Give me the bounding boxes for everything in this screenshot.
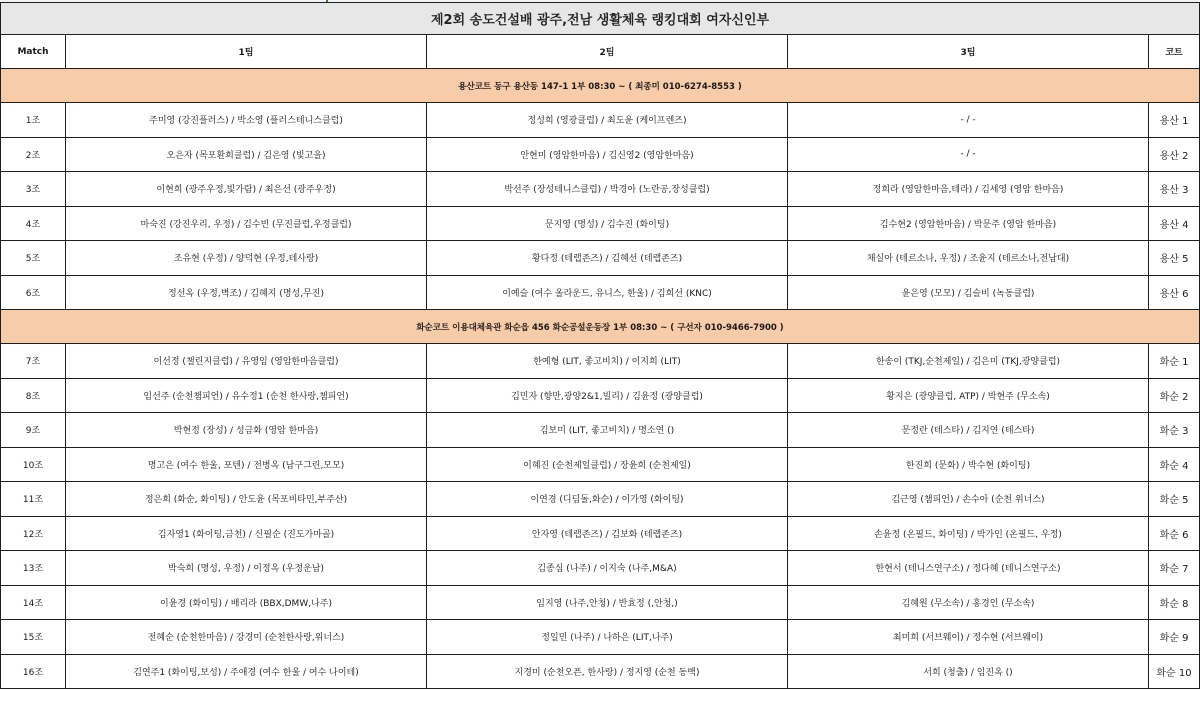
- team3-cell: 한진희 (문화) / 박수현 (화이팅): [788, 447, 1149, 482]
- court-cell: 화순 7: [1149, 551, 1200, 586]
- match-number-cell: 10조: [1, 447, 66, 482]
- header-team2: 2팀: [427, 35, 788, 69]
- table-row: [1, 620, 1200, 655]
- court-cell: 용산 5: [1149, 241, 1200, 276]
- team3-cell: 윤은영 (모모) / 김슬비 (녹동클럽): [788, 275, 1149, 310]
- team3-cell: 한현서 (테니스연구소) / 정다혜 (테니스연구소): [788, 551, 1149, 586]
- court-cell: 용산 3: [1149, 172, 1200, 207]
- match-number-cell: 9조: [1, 413, 66, 448]
- team3-cell: 황지은 (광양클럽, ATP) / 박현주 (무소속): [788, 378, 1149, 413]
- table-row: [1, 516, 1200, 551]
- match-number-cell: 8조: [1, 378, 66, 413]
- table-row: [1, 241, 1200, 276]
- match-number-cell: 13조: [1, 551, 66, 586]
- team3-cell: 서희 (청출) / 임진옥 (): [788, 654, 1149, 689]
- team3-cell: 김수현2 (영암한마음) / 박문주 (영암 한마음): [788, 206, 1149, 241]
- team2-cell: 안현미 (영암한마음) / 김신영2 (영암한마음): [427, 137, 788, 172]
- court-cell: 화순 8: [1149, 585, 1200, 620]
- team3-cell: - / -: [788, 103, 1149, 138]
- team2-cell: 한예형 (LIT, 좋고비치) / 이지희 (LIT): [427, 344, 788, 379]
- team1-cell: 주미영 (강진플러스) / 박소영 (플러스테니스클럽): [66, 103, 427, 138]
- section-row: [1, 310, 1200, 344]
- table-row: [1, 654, 1200, 689]
- header-row: [1, 35, 1200, 69]
- team3-cell: 김혜원 (무소속) / 홍경인 (무소속): [788, 585, 1149, 620]
- team3-cell: 한송이 (TKJ,순천제일) / 김은미 (TKJ,광양클럽): [788, 344, 1149, 379]
- page-title: 제2회 송도건설배 광주,전남 생활체육 랭킹대회 여자신인부: [1, 3, 1200, 35]
- match-number-cell: 12조: [1, 516, 66, 551]
- court-cell: 용산 2: [1149, 137, 1200, 172]
- team1-cell: 이윤경 (화이팅) / 배리라 (BBX,DMW,나주): [66, 585, 427, 620]
- match-number-cell: 14조: [1, 585, 66, 620]
- court-cell: 용산 4: [1149, 206, 1200, 241]
- table-row: [1, 585, 1200, 620]
- team2-cell: 정일민 (나주) / 나하은 (LIT,나주): [427, 620, 788, 655]
- table-row: [1, 206, 1200, 241]
- table-row: [1, 551, 1200, 586]
- table-row: [1, 413, 1200, 448]
- team1-cell: 박숙희 (명성, 우정) / 이정옥 (우정운남): [66, 551, 427, 586]
- title-row: [1, 3, 1200, 35]
- team2-cell: 지경미 (순천오픈, 한사랑) / 정지영 (순천 동백): [427, 654, 788, 689]
- match-number-cell: 6조: [1, 275, 66, 310]
- team1-cell: 박현정 (장성) / 성금화 (영암 한마음): [66, 413, 427, 448]
- court-cell: 화순 3: [1149, 413, 1200, 448]
- match-number-cell: 16조: [1, 654, 66, 689]
- table-row: [1, 378, 1200, 413]
- court-cell: 화순 6: [1149, 516, 1200, 551]
- team3-cell: 채실아 (테르소나, 우정) / 조윤지 (테르소나,전남대): [788, 241, 1149, 276]
- team2-cell: 김보미 (LIT, 좋고비치) / 명소연 (): [427, 413, 788, 448]
- team1-cell: 마숙진 (강진우리, 우정) / 김수빈 (무진클럽,우정클럽): [66, 206, 427, 241]
- court-cell: 용산 1: [1149, 103, 1200, 138]
- header-team3: 3팀: [788, 35, 1149, 69]
- court-cell: 화순 2: [1149, 378, 1200, 413]
- team3-cell: 손윤정 (온필드, 화이팅) / 박가인 (온필드, 우정): [788, 516, 1149, 551]
- team1-cell: 임선주 (순천챔피언) / 유수정1 (순천 한사랑,챔피언): [66, 378, 427, 413]
- team1-cell: 전혜순 (순천한마음) / 강경미 (순천한사랑,위너스): [66, 620, 427, 655]
- court-cell: 화순 5: [1149, 482, 1200, 517]
- team1-cell: 정은희 (화순, 화이팅) / 안도윤 (목포비타민,부주산): [66, 482, 427, 517]
- team3-cell: - / -: [788, 137, 1149, 172]
- court-cell: 화순 9: [1149, 620, 1200, 655]
- table-row: [1, 344, 1200, 379]
- team3-cell: 정희라 (영암한마음,테라) / 김세영 (영암 한마음): [788, 172, 1149, 207]
- court-cell: 화순 1: [1149, 344, 1200, 379]
- table-row: [1, 482, 1200, 517]
- section-label: 용산코트 동구 용산동 147-1 1부 08:30 ~ ( 최종미 010-6274-8553 ): [1, 69, 1200, 103]
- team2-cell: 임지영 (나주,안청) / 반효정 (,안청,): [427, 585, 788, 620]
- team1-cell: 명고은 (여수 한울, 포텐) / 전병옥 (남구그린,모모): [66, 447, 427, 482]
- header-match: Match: [1, 35, 66, 69]
- header-team1: 1팀: [66, 35, 427, 69]
- section-label: 화순코트 이용대체육관 화순읍 456 화순공설운동장 1부 08:30 ~ ( 구선자 010-9466-7900 ): [1, 310, 1200, 344]
- team1-cell: 김자영1 (화이팅,금천) / 신필순 (진도가마골): [66, 516, 427, 551]
- match-number-cell: 7조: [1, 344, 66, 379]
- match-number-cell: 2조: [1, 137, 66, 172]
- team3-cell: 김근영 (챔피언) / 손수아 (순천 위너스): [788, 482, 1149, 517]
- table-row: [1, 137, 1200, 172]
- team2-cell: 박선주 (장성테니스클럽) / 박경아 (노란공,장성클럽): [427, 172, 788, 207]
- team3-cell: 최미희 (서브웨이) / 정수현 (서브웨이): [788, 620, 1149, 655]
- match-number-cell: 1조: [1, 103, 66, 138]
- match-number-cell: 15조: [1, 620, 66, 655]
- team2-cell: 안자영 (테랩존즈) / 김보화 (테랩존즈): [427, 516, 788, 551]
- header-court: 코트: [1149, 35, 1200, 69]
- court-cell: 화순 4: [1149, 447, 1200, 482]
- team2-cell: 황다정 (테랩존즈) / 김혜선 (테랩존즈): [427, 241, 788, 276]
- team2-cell: 이혜진 (순천제일클럽) / 장윤희 (순천제일): [427, 447, 788, 482]
- team2-cell: 문지영 (명성) / 김수진 (화이팅): [427, 206, 788, 241]
- team2-cell: 이예슬 (여수 올라운드, 유니스, 한울) / 김희선 (KNC): [427, 275, 788, 310]
- team2-cell: 정성희 (영광클럽) / 최도윤 (케이프렌즈): [427, 103, 788, 138]
- match-number-cell: 11조: [1, 482, 66, 517]
- team3-cell: 문정란 (테스타) / 김지연 (테스타): [788, 413, 1149, 448]
- team1-cell: 김연주1 (화이팅,보성) / 주애경 (여수 한울 / 여수 나이테): [66, 654, 427, 689]
- team1-cell: 이선정 (챌린지클럽) / 유영임 (영암한마음클럽): [66, 344, 427, 379]
- team1-cell: 이현희 (광주우정,빛가람) / 최은선 (광주우정): [66, 172, 427, 207]
- table-row: [1, 275, 1200, 310]
- team2-cell: 김종심 (나주) / 이지숙 (나주,M&A): [427, 551, 788, 586]
- court-cell: 화순 10: [1149, 654, 1200, 689]
- team1-cell: 조유현 (우정) / 양덕현 (우정,테사랑): [66, 241, 427, 276]
- match-number-cell: 4조: [1, 206, 66, 241]
- match-number-cell: 3조: [1, 172, 66, 207]
- section-row: [1, 69, 1200, 103]
- table-row: [1, 172, 1200, 207]
- court-cell: 용산 6: [1149, 275, 1200, 310]
- match-number-cell: 5조: [1, 241, 66, 276]
- team1-cell: 정선옥 (우정,벽조) / 김혜지 (명성,무진): [66, 275, 427, 310]
- table-row: [1, 447, 1200, 482]
- bracket-table: [0, 2, 1200, 689]
- table-row: [1, 103, 1200, 138]
- team2-cell: 김민자 (향만,광양2&1,빌리) / 김윤정 (광양클럽): [427, 378, 788, 413]
- team2-cell: 이연경 (디딤돌,화순) / 이가영 (화이팅): [427, 482, 788, 517]
- team1-cell: 오은자 (목포환희클럽) / 김은영 (빛고을): [66, 137, 427, 172]
